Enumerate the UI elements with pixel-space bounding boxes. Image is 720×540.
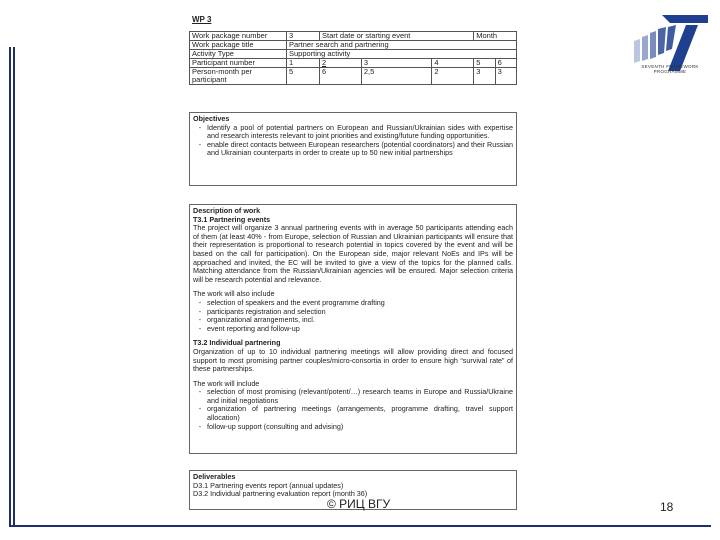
- list-item: [193, 325, 513, 334]
- bottom-accent-bar: [9, 525, 711, 527]
- bullet-dash-icon: -: [198, 387, 202, 397]
- list-item-text: follow-up support (consulting and advising): [207, 421, 344, 431]
- task-title: T3.2 Individual partnering: [193, 338, 281, 348]
- table-cell: 6: [320, 68, 362, 85]
- objectives-box: [189, 112, 517, 186]
- deliverables-heading: Deliverables: [193, 472, 236, 481]
- task-description: Organization of up to 10 individual partnering meetings will allow providing direct and focused support to most promising partner couples/micro-consortia in order to ensure high “survival rate” of these partnerships.: [193, 346, 513, 374]
- table-cell: Start date or starting event: [320, 32, 474, 41]
- left-accent-bar-inner: [13, 47, 15, 527]
- table-cell: Month: [474, 32, 517, 41]
- objective-text: Identify a pool of potential partners on European and Russian/Ukrainian sides with expertise and research interests relevant to joint priorities and existing/future funding opportunities.: [207, 122, 513, 141]
- list-item-text: selection of speakers and the event programme drafting: [207, 297, 385, 307]
- table-cell: 3: [495, 68, 516, 85]
- table-cell: Person-month per participant: [190, 68, 287, 85]
- bullet-dash-icon: -: [198, 323, 202, 333]
- list-item-text: organization of partnering meetings (arrangements, programme drafting, travel support allocation): [207, 404, 513, 423]
- list-item-text: participants registration and selection: [207, 306, 326, 316]
- objective-text: enable direct contacts between European researchers (potential coordinators) and their Russian and Ukrainian counterparts in order to create up to 50 new initial partnerships: [207, 139, 513, 158]
- bullet-dash-icon: -: [198, 421, 202, 431]
- logo-caption: SEVENTH FRAMEWORK PROGRAMME: [641, 64, 699, 74]
- left-accent-bar: [9, 47, 11, 527]
- table-cell: 1: [287, 59, 320, 68]
- table-cell: Participant number: [190, 59, 287, 68]
- list-item: [193, 124, 513, 141]
- list-item-text: event reporting and follow-up: [207, 323, 300, 333]
- deliverable-item: D3.2 Individual partnering evaluation report (month 36): [193, 489, 368, 499]
- list-item-text: selection of most promising (relevant/potent/…) research teams in Europe and Russia/Ukraine and initial negotiations: [207, 387, 513, 405]
- task-include-label: The work will include: [193, 378, 260, 388]
- table-cell: 3: [474, 68, 495, 85]
- table-cell: 6: [495, 59, 516, 68]
- work-package-title: WP 3: [192, 15, 212, 24]
- table-cell: Work package title: [190, 41, 287, 50]
- table-cell: Supporting activity: [287, 50, 517, 59]
- list-item: [193, 141, 513, 158]
- objectives-heading: Objectives: [193, 114, 230, 123]
- deliverable-item: D3.1 Partnering events report (annual updates): [193, 480, 344, 490]
- table-row: [190, 68, 517, 85]
- table-cell: Activity Type: [190, 50, 287, 59]
- bullet-dash-icon: -: [198, 297, 202, 307]
- description-heading: Description of work: [193, 206, 261, 215]
- footer-copyright: © РИЦ ВГУ: [327, 497, 391, 511]
- table-cell: Partner search and partnering: [287, 41, 517, 50]
- bullet-dash-icon: -: [198, 139, 202, 149]
- table-cell: 5: [474, 59, 495, 68]
- page-number: 18: [660, 500, 674, 514]
- table-cell: 3: [287, 32, 320, 41]
- list-item: [193, 405, 513, 422]
- table-cell: 5: [287, 68, 320, 85]
- work-package-table: [189, 31, 517, 85]
- bullet-dash-icon: -: [198, 122, 202, 132]
- bullet-dash-icon: -: [198, 306, 202, 316]
- table-cell: 3: [361, 59, 431, 68]
- task-title: T3.1 Partnering events: [193, 214, 271, 224]
- table-row: [190, 41, 517, 50]
- table-cell: 2,5: [361, 68, 431, 85]
- table-cell: Work package number: [190, 32, 287, 41]
- list-item-text: organizational arrangements, incl.: [207, 315, 315, 325]
- list-item: [193, 388, 513, 405]
- bullet-dash-icon: -: [198, 315, 202, 325]
- task-include-label: The work will also include: [193, 289, 275, 299]
- table-cell: 2: [320, 59, 362, 68]
- table-cell: 4: [432, 59, 474, 68]
- list-item: [193, 423, 513, 432]
- table-cell: 2: [432, 68, 474, 85]
- bullet-dash-icon: -: [198, 404, 202, 414]
- description-box: [189, 204, 517, 454]
- task-description: The project will organize 3 annual partnering events with in average 50 participants attending each of them (at least 40% - from Europe, selection of Russian and Ukrainian participants will ensure that their representation is proportional to research potential in topics covered by the event and will be based on the call for participation). On the European side, major relevant NoEs and IPs will be approached and invited, the EC will be invited to give a view of the topics for the planned calls. Matching attendance from the Russian/Ukrainian agencies will be ensured. Major selection criteria will be research potential and relevance.: [193, 223, 513, 284]
